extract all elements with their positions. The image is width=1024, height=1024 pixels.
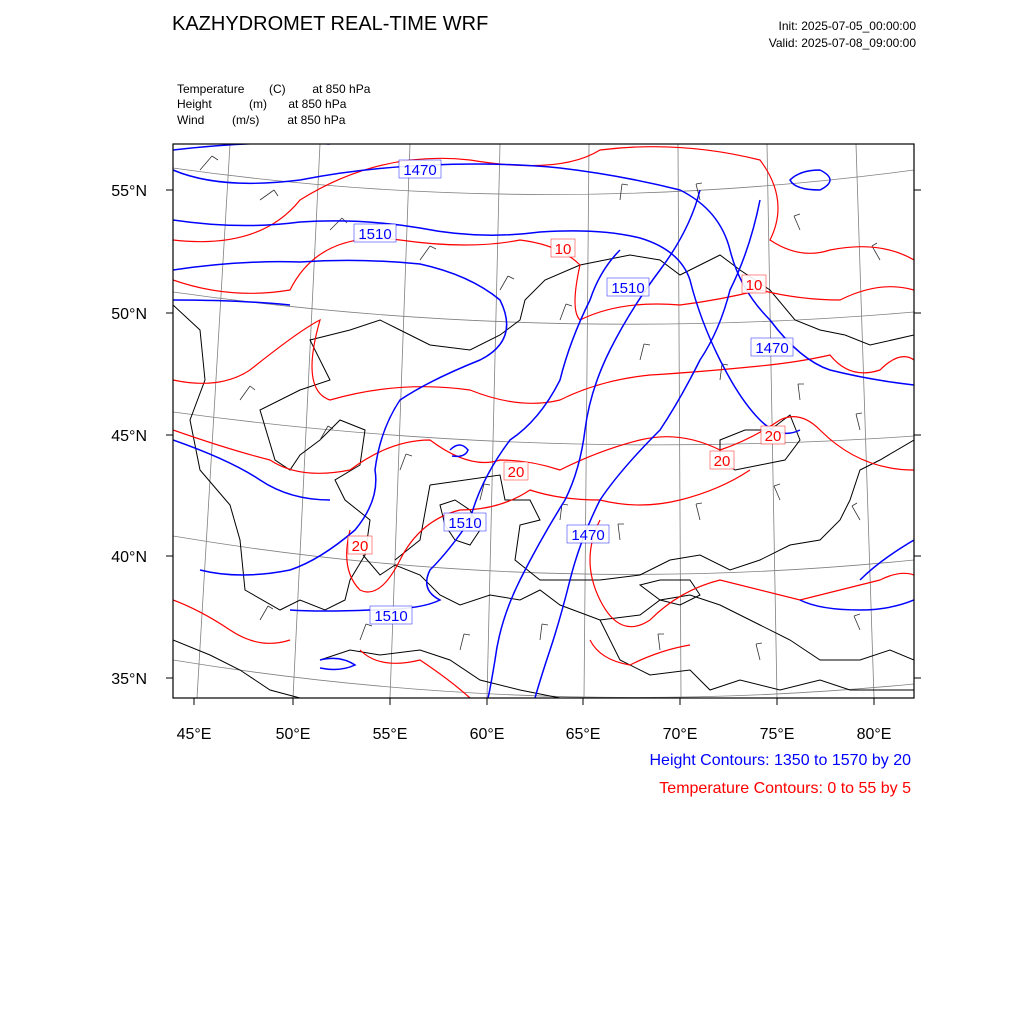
height-label: 1510 [448,515,482,532]
map-frame [173,144,914,698]
temperature-contours-legend: Temperature Contours: 0 to 55 by 5 [659,780,911,797]
graticule-parallels [173,168,914,698]
lat-label: 55°N [111,183,147,200]
longitude-labels [177,726,892,743]
lon-label: 70°E [662,726,698,743]
lon-label: 60°E [469,726,505,743]
map-title: KAZHYDROMET REAL-TIME WRF [172,13,489,35]
borders [173,255,914,698]
init-time: Init: 2025-07-05_00:00:00 [778,19,916,33]
temperature-label: 20 [764,428,782,445]
height-label: 1470 [403,162,437,179]
height-label: 1510 [374,608,408,625]
field-unit: (C) [269,82,286,96]
lon-label: 80°E [856,726,892,743]
height-label: 1510 [358,226,392,243]
field-name: Temperature [177,82,245,96]
lat-label: 50°N [111,306,147,323]
field-level: at 850 hPa [288,97,347,111]
temperature-label: 20 [351,538,369,555]
height-label: 1470 [755,340,789,357]
field-name: Wind [177,113,205,127]
lat-label: 35°N [111,671,147,688]
height-contours [173,143,914,698]
field-unit: (m/s) [232,113,260,127]
field-unit: (m) [249,97,267,111]
valid-time: Valid: 2025-07-08_09:00:00 [768,36,916,50]
temperature-contours [173,147,914,698]
temperature-label: 10 [554,241,572,258]
field-level: at 850 hPa [312,82,371,96]
height-contours-legend: Height Contours: 1350 to 1570 by 20 [649,752,911,769]
latitude-labels [111,183,147,688]
lon-label: 65°E [565,726,601,743]
height-contour-labels [351,160,793,625]
lon-label: 50°E [275,726,311,743]
field-level: at 850 hPa [287,113,346,127]
field-name: Height [177,97,212,111]
graticule-meridians [197,144,874,698]
lon-label: 45°E [176,726,212,743]
height-label: 1510 [611,280,645,297]
axis-ticks [166,190,921,705]
temperature-label: 20 [713,453,731,470]
height-label: 1470 [571,527,605,544]
lat-label: 45°N [111,428,147,445]
lon-label: 55°E [372,726,408,743]
temperature-label: 20 [507,464,525,481]
lat-label: 40°N [111,549,147,566]
lon-label: 75°E [759,726,795,743]
temperature-label: 10 [745,277,763,294]
